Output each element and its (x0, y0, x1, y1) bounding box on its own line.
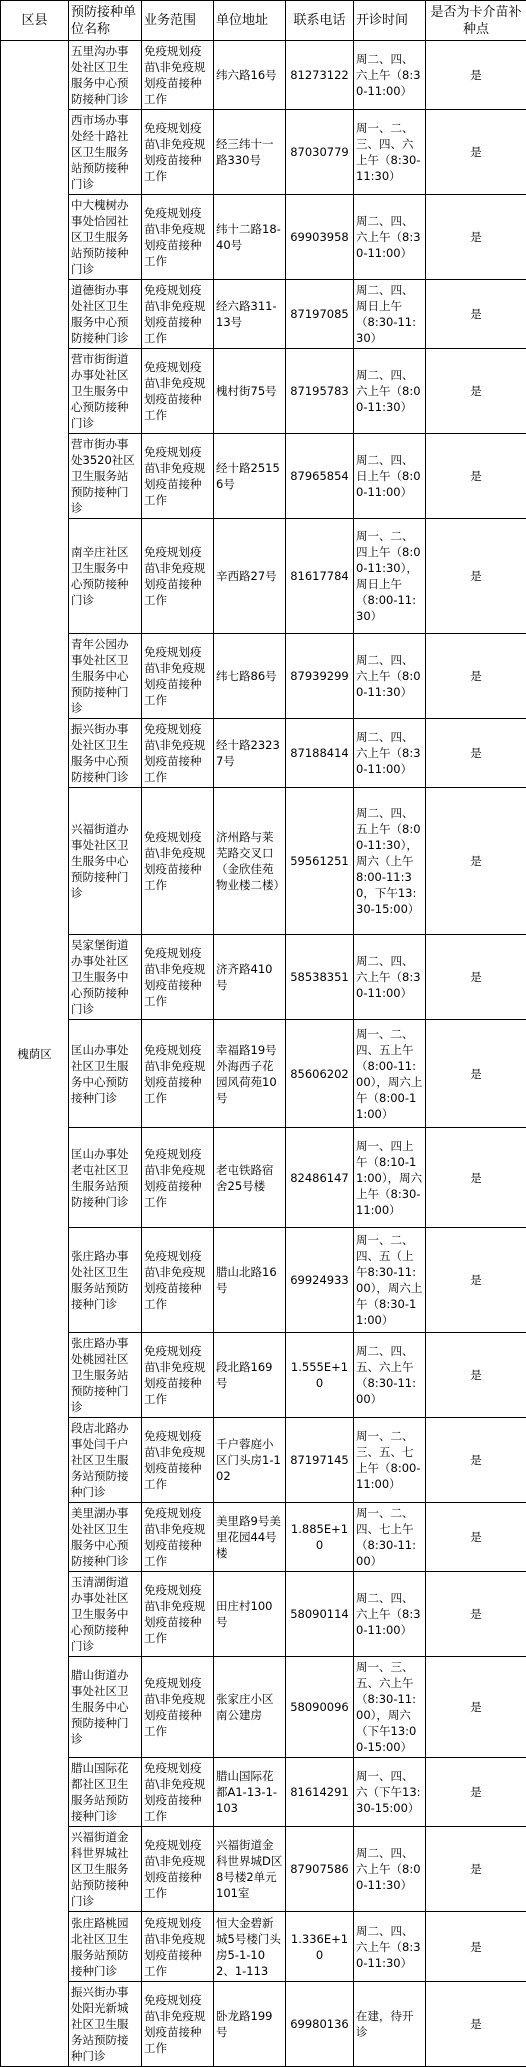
phone-cell: 58090096 (286, 1657, 354, 1758)
phone-cell: 1.336E+10 (286, 1912, 354, 1982)
bcg-flag-cell: 是 (426, 195, 526, 280)
table-body (1, 41, 526, 2067)
unit-name-cell: 张庄路桃园北社区卫生服务站预防接种门诊 (69, 1912, 142, 1982)
scope-cell: 免疫规划疫苗\非免疫规划疫苗接种工作 (142, 110, 214, 195)
table-row (1, 1128, 526, 1228)
hours-cell: 周一、二、四、七上午（8:30-11:00） (354, 1503, 426, 1572)
header-hours: 开诊时间 (354, 1, 426, 41)
address-cell: 辛西路27号 (214, 519, 286, 634)
phone-cell: 87965854 (286, 434, 354, 519)
table-row (1, 41, 526, 110)
bcg-flag-cell: 是 (426, 935, 526, 1020)
address-cell: 腊山国际花都A1-13-1-103 (214, 1758, 286, 1827)
bcg-flag-cell: 是 (426, 788, 526, 935)
hours-cell: 周二、四、六上午（8:30-11:00） (354, 1572, 426, 1657)
hours-cell: 周一、二、三、五、七上午（8:00-11:00） (354, 1418, 426, 1503)
hours-cell: 周二、四、六上午（8:30-11:00） (354, 195, 426, 280)
scope-cell: 免疫规划疫苗\非免疫规划疫苗接种工作 (142, 280, 214, 349)
unit-name-cell: 张庄路办事处社区卫生服务站预防接种门诊 (69, 1228, 142, 1333)
unit-name-cell: 振兴街办事处社区卫生服务中心预防接种门诊 (69, 719, 142, 788)
phone-cell: 81617784 (286, 519, 354, 634)
table-row (1, 719, 526, 788)
address-cell: 段北路169号 (214, 1333, 286, 1418)
phone-cell: 81614291 (286, 1758, 354, 1827)
table-row (1, 434, 526, 519)
unit-name-cell: 美里湖办事处社区卫生服务中心预防接种门诊 (69, 1503, 142, 1572)
bcg-flag-cell: 是 (426, 1020, 526, 1128)
bcg-flag-cell: 是 (426, 280, 526, 349)
hours-cell: 周一、二、三、四、六上午（8:30-11:30） (354, 110, 426, 195)
address-cell: 槐村街75号 (214, 349, 286, 434)
unit-name-cell: 匡山办事处社区卫生服务中心预防接种门诊 (69, 1020, 142, 1128)
unit-name-cell: 西市场办事处经十路社区卫生服务站预防接种门诊 (69, 110, 142, 195)
unit-name-cell: 中大槐树办事处恰园社区卫生服务站预防接种门诊 (69, 195, 142, 280)
unit-name-cell: 青年公园办事处社区卫生服务中心预防接种门诊 (69, 634, 142, 719)
unit-name-cell: 段店北路办事处闫千户社区卫生服务站预防接种门诊 (69, 1418, 142, 1503)
phone-cell: 1.885E+10 (286, 1503, 354, 1572)
bcg-flag-cell: 是 (426, 1912, 526, 1982)
hours-cell: 周二、四、周日上午（8:30-11:30） (354, 280, 426, 349)
table-row (1, 1020, 526, 1128)
bcg-flag-cell: 是 (426, 1657, 526, 1758)
table-row (1, 195, 526, 280)
address-cell: 经十路23237号 (214, 719, 286, 788)
unit-name-cell: 振兴街办事处阳光新城社区卫生服务站预防接种门诊 (69, 1982, 142, 2067)
bcg-flag-cell: 是 (426, 634, 526, 719)
address-cell: 老屯铁路宿舍25号楼 (214, 1128, 286, 1228)
unit-name-cell: 兴福街道办事处社区卫生服务中心预防接种门诊 (69, 788, 142, 935)
hours-cell: 周二、四、六上午（8:00-11:30） (354, 1827, 426, 1912)
header-scope: 业务范围 (142, 1, 214, 41)
unit-name-cell: 腊山国际花都社区卫生服务站预防接种门诊 (69, 1758, 142, 1827)
phone-cell: 87188414 (286, 719, 354, 788)
address-cell: 经十路25156号 (214, 434, 286, 519)
bcg-flag-cell: 是 (426, 519, 526, 634)
address-cell: 经三纬十一路330号 (214, 110, 286, 195)
bcg-flag-cell: 是 (426, 349, 526, 434)
table-row (1, 1657, 526, 1758)
scope-cell: 免疫规划疫苗\非免疫规划疫苗接种工作 (142, 1572, 214, 1657)
address-cell: 济齐路410号 (214, 935, 286, 1020)
hours-cell: 周一、四上午（8:10-11:00），周六上午（8:30-11:00） (354, 1128, 426, 1228)
unit-name-cell: 营市街办事处3520社区卫生服务站预防接种门诊 (69, 434, 142, 519)
address-cell: 济州路与莱芜路交叉口（金欣佳苑物业楼二楼） (214, 788, 286, 935)
table-row (1, 349, 526, 434)
address-cell: 经六路311-13号 (214, 280, 286, 349)
hours-cell: 周二、四、日上午（8:00-11:00） (354, 434, 426, 519)
unit-name-cell: 营市街街道办事处社区卫生服务中心预防接种门诊 (69, 349, 142, 434)
bcg-flag-cell: 是 (426, 41, 526, 110)
phone-cell: 82486147 (286, 1128, 354, 1228)
scope-cell: 免疫规划疫苗\非免疫规划疫苗接种工作 (142, 1758, 214, 1827)
table-row (1, 1503, 526, 1572)
table-row (1, 1228, 526, 1333)
hours-cell: 周一、四、六（下午13:30-15:00） (354, 1758, 426, 1827)
address-cell: 美里路9号美里花园44号楼 (214, 1503, 286, 1572)
hours-cell: 周二、四、六上午（8:30-11:30） (354, 1912, 426, 1982)
district-cell: 槐荫区 (1, 41, 69, 2067)
table-row (1, 1418, 526, 1503)
scope-cell: 免疫规划疫苗\非免疫规划疫苗接种工作 (142, 195, 214, 280)
scope-cell: 免疫规划疫苗\非免疫规划疫苗接种工作 (142, 1418, 214, 1503)
bcg-flag-cell: 是 (426, 1572, 526, 1657)
hours-cell: 周二、四、六上午（8:00-11:30） (354, 349, 426, 434)
table-row (1, 1572, 526, 1657)
bcg-flag-cell: 是 (426, 1758, 526, 1827)
scope-cell: 免疫规划疫苗\非免疫规划疫苗接种工作 (142, 434, 214, 519)
header-bcg-flag: 是否为卡介苗补种点 (426, 1, 526, 41)
hours-cell: 周二、四、六上午（8:30-11:00） (354, 935, 426, 1020)
phone-cell: 87197145 (286, 1418, 354, 1503)
table-row (1, 935, 526, 1020)
bcg-flag-cell: 是 (426, 1333, 526, 1418)
hours-cell: 周一、三、五、六上午（8:30-11:00），周六（下午13:00-15:00） (354, 1657, 426, 1758)
table-row (1, 1758, 526, 1827)
hours-cell: 周二、四、六上午（8:30-11:00） (354, 719, 426, 788)
unit-name-cell: 吴家堡街道办事处社区卫生服务中心预防接种门诊 (69, 935, 142, 1020)
table-row (1, 519, 526, 634)
phone-cell: 81273122 (286, 41, 354, 110)
scope-cell: 免疫规划疫苗\非免疫规划疫苗接种工作 (142, 519, 214, 634)
scope-cell: 免疫规划疫苗\非免疫规划疫苗接种工作 (142, 1982, 214, 2067)
header-address: 单位地址 (214, 1, 286, 41)
header-district: 区县 (1, 1, 69, 41)
address-cell: 纬六路16号 (214, 41, 286, 110)
bcg-flag-cell: 是 (426, 719, 526, 788)
unit-name-cell: 腊山街道办事处社区卫生服务中心预防接种门诊 (69, 1657, 142, 1758)
phone-cell: 87197085 (286, 280, 354, 349)
table-row (1, 280, 526, 349)
scope-cell: 免疫规划疫苗\非免疫规划疫苗接种工作 (142, 1912, 214, 1982)
scope-cell: 免疫规划疫苗\非免疫规划疫苗接种工作 (142, 1657, 214, 1758)
table-row (1, 110, 526, 195)
phone-cell: 87907586 (286, 1827, 354, 1912)
scope-cell: 免疫规划疫苗\非免疫规划疫苗接种工作 (142, 41, 214, 110)
scope-cell: 免疫规划疫苗\非免疫规划疫苗接种工作 (142, 935, 214, 1020)
hours-cell: 在建，待开诊 (354, 1982, 426, 2067)
table-row (1, 1827, 526, 1912)
bcg-flag-cell: 是 (426, 1418, 526, 1503)
address-cell: 纬十二路18-40号 (214, 195, 286, 280)
address-cell: 田庄村100号 (214, 1572, 286, 1657)
phone-cell: 58538351 (286, 935, 354, 1020)
address-cell: 千户蓉庭小区门头房1-102 (214, 1418, 286, 1503)
bcg-flag-cell: 是 (426, 1128, 526, 1228)
scope-cell: 免疫规划疫苗\非免疫规划疫苗接种工作 (142, 1020, 214, 1128)
phone-cell: 85606202 (286, 1020, 354, 1128)
scope-cell: 免疫规划疫苗\非免疫规划疫苗接种工作 (142, 1503, 214, 1572)
address-cell: 幸福路19号外海西子花园风荷苑10号 (214, 1020, 286, 1128)
scope-cell: 免疫规划疫苗\非免疫规划疫苗接种工作 (142, 1228, 214, 1333)
hours-cell: 周一、二、四、五（上午8:30-11:00），周六上午（8:30-11:00） (354, 1228, 426, 1333)
scope-cell: 免疫规划疫苗\非免疫规划疫苗接种工作 (142, 719, 214, 788)
phone-cell: 69903958 (286, 195, 354, 280)
address-cell: 兴福街道金科世界城D区8号楼2单元101室 (214, 1827, 286, 1912)
phone-cell: 87195783 (286, 349, 354, 434)
phone-cell: 58090114 (286, 1572, 354, 1657)
scope-cell: 免疫规划疫苗\非免疫规划疫苗接种工作 (142, 1333, 214, 1418)
unit-name-cell: 匡山办事处老屯社区卫生服务站预防接种门诊 (69, 1128, 142, 1228)
unit-name-cell: 兴福街道金科世界城社区卫生服务站预防接种门诊 (69, 1827, 142, 1912)
unit-name-cell: 道德街办事处社区卫生服务中心预防接种门诊 (69, 280, 142, 349)
table-row (1, 634, 526, 719)
hours-cell: 周一、二、四上午（8:00-11:30），周日上午（8:00-11:30） (354, 519, 426, 634)
bcg-flag-cell: 是 (426, 1503, 526, 1572)
hours-cell: 周二、四、五上午（8:00-11:30），周六（上午8:00-11:30，下午13:30-15:00） (354, 788, 426, 935)
phone-cell: 59561251 (286, 788, 354, 935)
phone-cell: 69924933 (286, 1228, 354, 1333)
header-phone: 联系电话 (286, 1, 354, 41)
bcg-flag-cell: 是 (426, 110, 526, 195)
table-row (1, 1982, 526, 2067)
unit-name-cell: 张庄路办事处桃园社区卫生服务站预防接种门诊 (69, 1333, 142, 1418)
unit-name-cell: 南辛庄社区卫生服务中心预防接种门诊 (69, 519, 142, 634)
bcg-flag-cell: 是 (426, 1228, 526, 1333)
address-cell: 纬七路86号 (214, 634, 286, 719)
address-cell: 卧龙路199号 (214, 1982, 286, 2067)
bcg-flag-cell: 是 (426, 1827, 526, 1912)
table-row (1, 1912, 526, 1982)
address-cell: 恒大金碧新城5号楼门头房5-1-102、1-113 (214, 1912, 286, 1982)
address-cell: 腊山北路16号 (214, 1228, 286, 1333)
phone-cell: 1.555E+10 (286, 1333, 354, 1418)
scope-cell: 免疫规划疫苗\非免疫规划疫苗接种工作 (142, 788, 214, 935)
phone-cell: 69980136 (286, 1982, 354, 2067)
hours-cell: 周二、四、六上午（8:00-11:30） (354, 634, 426, 719)
unit-name-cell: 玉清湖街道办事处社区卫生服务中心预防接种门诊 (69, 1572, 142, 1657)
phone-cell: 87030779 (286, 110, 354, 195)
address-cell: 张家庄小区南公建房 (214, 1657, 286, 1758)
scope-cell: 免疫规划疫苗\非免疫规划疫苗接种工作 (142, 1827, 214, 1912)
scope-cell: 免疫规划疫苗\非免疫规划疫苗接种工作 (142, 349, 214, 434)
table-row (1, 1333, 526, 1418)
hours-cell: 周一、二、四、五上午（8:00-11:00），周六上午（8:00-11:00） (354, 1020, 426, 1128)
hours-cell: 周二、四、六上午（8:30-11:00） (354, 41, 426, 110)
phone-cell: 87939299 (286, 634, 354, 719)
hours-cell: 周二、四、五、六上午（8:30-11:00） (354, 1333, 426, 1418)
table-row (1, 788, 526, 935)
header-row (1, 1, 526, 41)
scope-cell: 免疫规划疫苗\非免疫规划疫苗接种工作 (142, 1128, 214, 1228)
unit-name-cell: 五里沟办事处社区卫生服务中心预防接种门诊 (69, 41, 142, 110)
bcg-flag-cell: 是 (426, 1982, 526, 2067)
bcg-flag-cell: 是 (426, 434, 526, 519)
scope-cell: 免疫规划疫苗\非免疫规划疫苗接种工作 (142, 634, 214, 719)
header-unit-name: 预防接种单位名称 (69, 1, 142, 41)
